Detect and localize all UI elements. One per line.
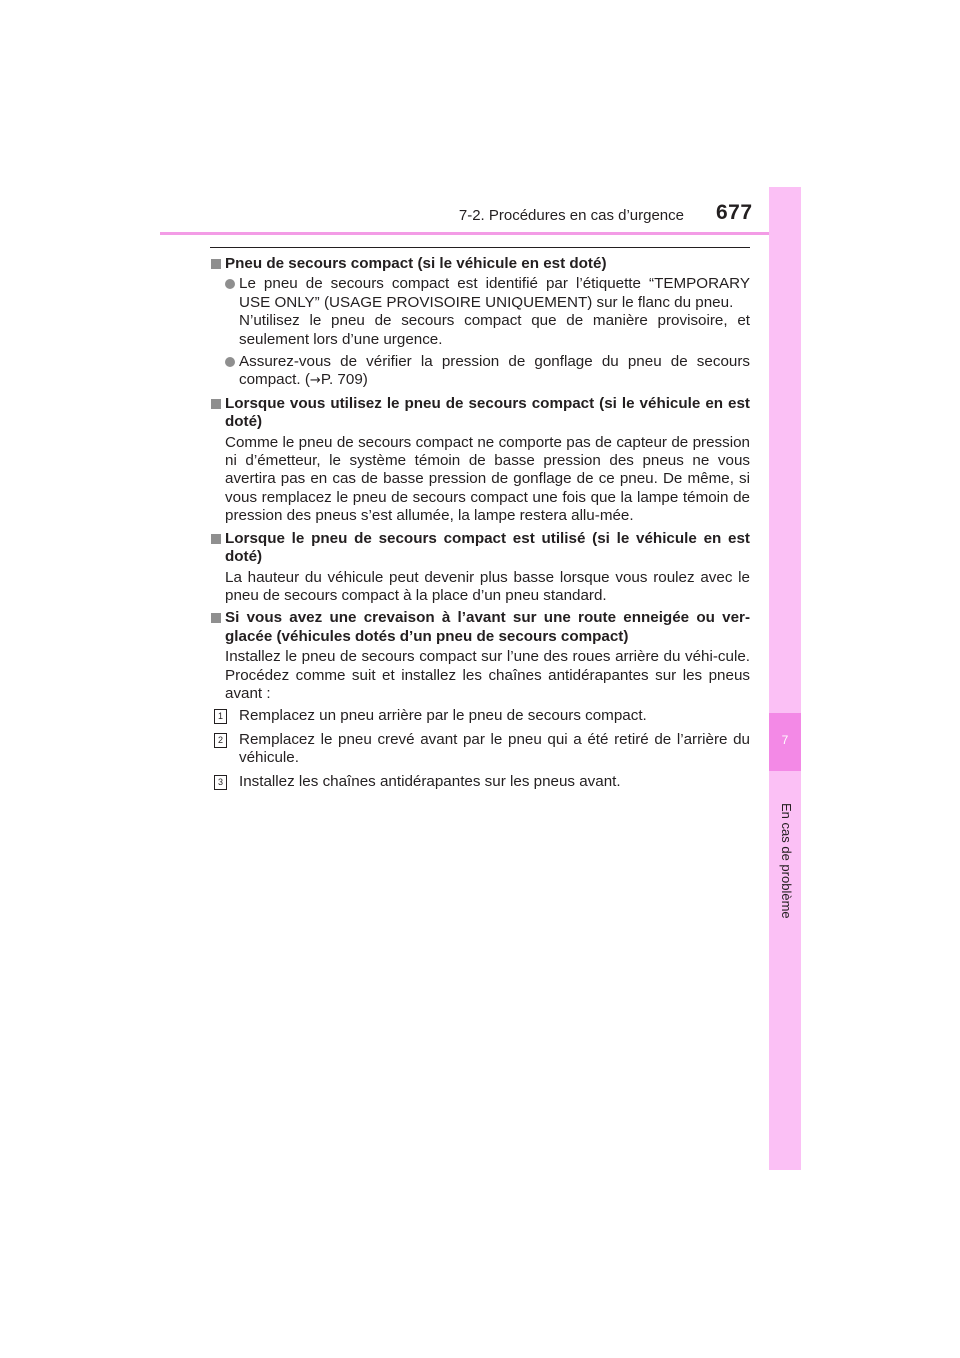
bullet-text: Le pneu de secours compact est identifié par l’étiquette “TEMPORARY USE ONLY” (USAGE PROVISOIRE UNIQUEMENT) sur le flanc du pneu. bbox=[239, 275, 750, 311]
section-using-spare bbox=[210, 395, 750, 526]
square-bullet-icon bbox=[211, 399, 221, 409]
step-text: Installez les chaînes antidérapantes sur les pneus avant. bbox=[239, 772, 621, 790]
section-heading-text: Si vous avez une crevaison à l’avant sur une route enneigée ou ver-glacée (véhicules dotés d’un pneu de secours compact) bbox=[225, 609, 750, 645]
step-text: Remplacez un pneu arrière par le pneu de secours compact. bbox=[239, 707, 647, 725]
paragraph bbox=[210, 434, 750, 526]
step-item bbox=[210, 707, 750, 725]
chapter-number: 7 bbox=[781, 733, 789, 747]
section-heading-text: Pneu de secours compact (si le véhicule en est doté) bbox=[225, 255, 607, 272]
page-content bbox=[210, 255, 750, 796]
list-item bbox=[210, 353, 750, 391]
section-spare-in-use bbox=[210, 530, 750, 606]
content-top-rule bbox=[210, 247, 750, 248]
section-heading bbox=[210, 255, 750, 273]
bullet-text: Assurez-vous de vérifier la pression de gonflage du pneu de secours compact. ( bbox=[239, 353, 750, 389]
section-front-flat-snow bbox=[210, 609, 750, 791]
page-number: 677 bbox=[716, 201, 753, 224]
paragraph-text: Installez le pneu de secours compact sur l’une des roues arrière du véhi-cule. Procédez comme suit et installez les chaînes antidérapantes sur les pneus avant : bbox=[225, 648, 750, 702]
list-item bbox=[210, 275, 750, 349]
step-item bbox=[210, 773, 750, 791]
arrow-right-icon: → bbox=[309, 373, 321, 389]
chapter-side-tab bbox=[769, 187, 801, 1170]
section-heading-text: Lorsque le pneu de secours compact est utilisé (si le véhicule en est doté) bbox=[225, 529, 750, 566]
step-text: Remplacez le pneu crevé avant par le pneu qui a été retiré de l’arrière du véhicule. bbox=[239, 730, 750, 767]
paragraph bbox=[210, 648, 750, 703]
circle-bullet-icon bbox=[225, 279, 235, 289]
step-item bbox=[210, 731, 750, 768]
square-bullet-icon bbox=[211, 534, 221, 544]
step-number-badge: 3 bbox=[214, 775, 227, 790]
paragraph-text: Comme le pneu de secours compact ne comporte pas de capteur de pression ni d’émetteur, le système témoin de basse pression des pneus ne vous avertira pas en cas de basse pression de gonflage de ce pneu. De même, si vous remplacez le pneu de secours compact une fois que la lampe témoin de pression des pneus s’est allumée, la lampe restera allu-mée. bbox=[225, 433, 750, 525]
square-bullet-icon bbox=[211, 613, 221, 623]
section-compact-spare-tire bbox=[210, 255, 750, 391]
section-heading-text: Lorsque vous utilisez le pneu de secours compact (si le véhicule en est doté) bbox=[225, 394, 750, 431]
header-rule bbox=[160, 232, 800, 235]
page-reference: P. 709) bbox=[320, 371, 368, 389]
section-heading bbox=[210, 530, 750, 567]
section-heading bbox=[210, 609, 750, 646]
chapter-title: En cas de problème bbox=[779, 803, 794, 919]
step-number-badge: 2 bbox=[214, 733, 227, 748]
paragraph-text: La hauteur du véhicule peut devenir plus basse lorsque vous roulez avec le pneu de secours compact à la place d’un pneu standard. bbox=[225, 568, 750, 604]
circle-bullet-icon bbox=[225, 357, 235, 367]
step-number-badge: 1 bbox=[214, 709, 227, 724]
bullet-text: N’utilisez le pneu de secours compact que de manière provisoire, et seulement lors d’une urgence. bbox=[239, 312, 750, 348]
section-heading bbox=[210, 395, 750, 432]
square-bullet-icon bbox=[211, 259, 221, 269]
paragraph bbox=[210, 569, 750, 606]
header-section-title: 7-2. Procédures en cas d’urgence bbox=[458, 207, 684, 224]
